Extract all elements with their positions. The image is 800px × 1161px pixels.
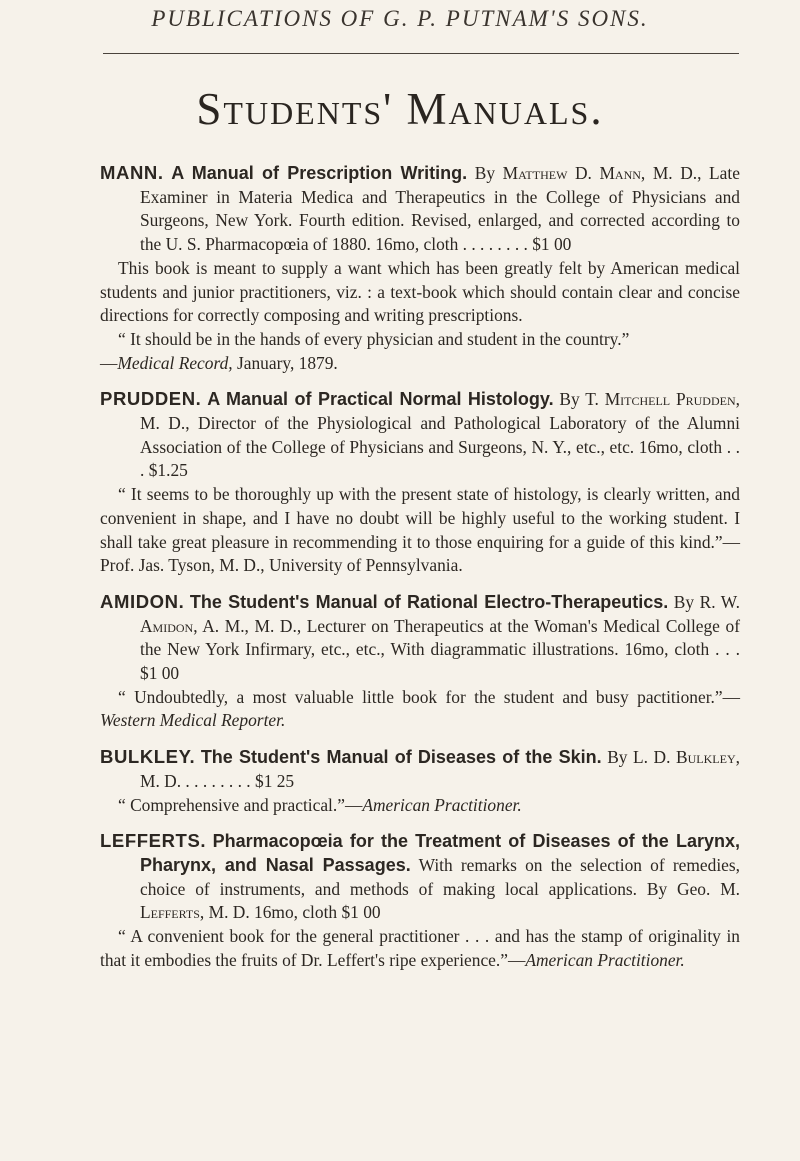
price: $1 00 (532, 234, 572, 255)
book-title: A Manual of Practical Normal Histology. (207, 389, 554, 410)
dot-leaders: . . . (140, 436, 740, 481)
review-quote (100, 686, 740, 733)
author-name: LEFFERTS. (100, 830, 207, 852)
author-name: BULKLEY. (100, 746, 196, 768)
running-head: PUBLICATIONS OF G. P. PUTNAM'S SONS. (151, 6, 649, 31)
entry-heading (100, 590, 740, 686)
book-title: The Student's Manual of Diseases of the Skin. (200, 747, 602, 768)
author-full-name: Bulkley (676, 747, 736, 768)
review-quote: “ It should be in the hands of every physician and student in the country.” (118, 328, 630, 349)
author-name: PRUDDEN. (100, 388, 202, 410)
review-date: January, 1879. (232, 352, 338, 373)
catalog-list (100, 161, 740, 985)
entry-details: , M. D., Late Examiner in Materia Medica and Therapeutics in the College of Physicians and Surgeons, New York. Fourth edition. Revised, enlarged, and corrected according to the U. S. Pharmacopœia of 1880. 16mo, cloth (140, 163, 740, 255)
entry-details: , M. D. (140, 747, 740, 791)
price: $1.25 (148, 460, 188, 481)
price: $1 25 (255, 770, 295, 791)
entry-description: This book is meant to supply a want which has been greatly felt by American medical students and junior practitioners, viz. : a text-book which should contain clear and concise directions for correctly composing and writing prescriptions. (100, 257, 740, 326)
review-text: “ Undoubtedly, a most valuable little book for the student and busy pactitioner.”— (118, 686, 740, 707)
author-name: AMIDON. (100, 590, 185, 612)
header-rule (103, 53, 739, 54)
author-full-name: Lefferts (140, 902, 200, 923)
entry-heading (100, 745, 740, 793)
author-full-name: Mitchell Prudden (604, 389, 736, 410)
catalog-entry-bulkley (100, 745, 740, 817)
book-title: The Student's Manual of Rational Electro-Therapeutics. (189, 591, 669, 612)
citation-dash: — (100, 352, 118, 373)
entry-details: , M. D. 16mo, cloth (199, 902, 342, 923)
entry-heading (100, 161, 740, 257)
entry-heading (100, 829, 740, 925)
entry-heading (100, 387, 740, 483)
catalog-entry-prudden (100, 387, 740, 578)
entry-details: , M. D., Director of the Physiological and Pathological Laboratory of the Alumni Association of the College of Physicians and Surgeons, N. Y., etc., etc. 16mo, cloth (140, 389, 740, 457)
catalog-entry-amidon (100, 590, 740, 733)
review-quote: “ It seems to be thoroughly up with the present state of histology, is clearly written, and convenient in shape, and I have no doubt will be highly useful to the working student. I shall take great pleasure in recommending it to those enquiring for a guide of this kind.”—Prof. Jas. Tyson, M. D., University of Pennsylvania. (100, 484, 740, 576)
byline-prefix: By (474, 163, 496, 183)
dot-leaders: . . . (709, 639, 740, 660)
byline-prefix: By R. W. (673, 591, 740, 612)
review-source: Western Medical Reporter. (100, 710, 286, 731)
byline-prefix: By L. D. (607, 747, 671, 768)
review-text: “ A convenient book for the general practitioner . . . and has the stamp of originality in that it embodies the fruits of Dr. Leffert's ripe experience.”— (100, 926, 740, 970)
page-title: Students' Manuals. (196, 84, 604, 134)
entry-details: , A. M., M. D., Lecturer on Therapeutics at the Woman's Medical College of the New York Infirmary, etc., etc., With diagrammatic illustrations. 16mo, cloth (140, 615, 740, 660)
review-quote (100, 794, 740, 818)
entry-details-pre: With remarks on the selection of remedies, choice of instruments, and methods of making local applications. By Geo. M. (140, 854, 740, 899)
book-title: Pharmacopœia for the Treatment of Diseases of the Larynx, Pharynx, and Nasal Passages. (140, 831, 740, 875)
review-source: American Practitioner. (525, 949, 685, 970)
catalog-entry-lefferts (100, 829, 740, 972)
author-full-name: Amidon (140, 615, 194, 636)
byline-prefix: By T. (559, 389, 599, 410)
review-source: Medical Record, (117, 352, 233, 373)
review-text: “ Comprehensive and practical.”— (118, 794, 363, 815)
author-full-name: Matthew D. Mann (502, 163, 641, 183)
author-name: MANN. (100, 162, 164, 183)
review-citation (100, 352, 740, 376)
dot-leaders: . . . . . . . . (458, 234, 533, 255)
book-title: A Manual of Prescription Writing. (171, 163, 468, 183)
price: $1 00 (341, 902, 381, 923)
price: $1 00 (140, 663, 180, 684)
review-source: American Practitioner. (362, 794, 522, 815)
catalog-entry-mann (100, 161, 740, 375)
dot-leaders: . . . . . . . . (181, 770, 255, 791)
review-quote (100, 925, 740, 972)
